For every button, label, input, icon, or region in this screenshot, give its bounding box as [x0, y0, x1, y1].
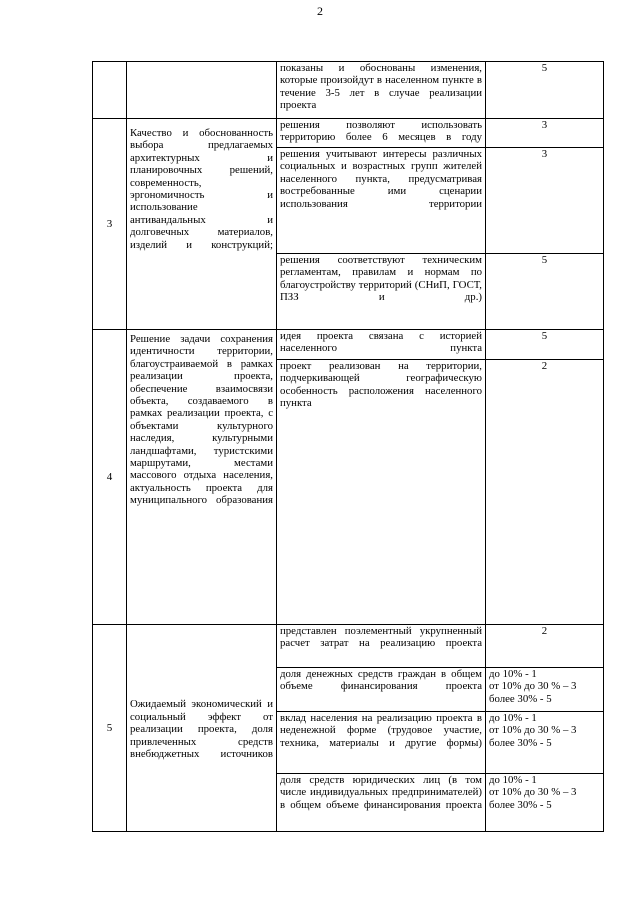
table-row [93, 62, 604, 119]
score-cell: до 10% - 1 от 10% до 30 % – 3 более 30% - 5 [486, 774, 604, 832]
score-cell: 3 [486, 148, 604, 254]
row-number-cell: 5 [93, 625, 127, 832]
score-cell: 5 [486, 254, 604, 330]
requirement-cell: доля денежных средств граждан в общем объеме финансирования проекта [277, 668, 486, 712]
table-row [93, 625, 604, 668]
row-number-cell: 3 [93, 119, 127, 330]
row-number-cell [93, 62, 127, 119]
score-cell: 2 [486, 625, 604, 668]
score-cell: 3 [486, 119, 604, 148]
requirement-cell: проект реализован на территории, подчеркивающей географическую особенность расположения населенного пункта [277, 360, 486, 625]
score-cell: до 10% - 1 от 10% до 30 % – 3 более 30% - 5 [486, 712, 604, 774]
page-number: 2 [317, 4, 323, 18]
criterion-cell [127, 62, 277, 119]
score-cell: 5 [486, 62, 604, 119]
criterion-cell: Качество и обоснованность выбора предлагаемых архитектурных и планировочных решений, современность, эргономичность и использование антивандальных и долговечных материалов, изделий и конструкций; [127, 119, 277, 330]
requirement-cell: показаны и обоснованы изменения, которые произойдут в населенном пункте в течение 3-5 лет в случае реализации проекта [277, 62, 486, 119]
row-number-cell: 4 [93, 330, 127, 625]
requirement-cell: доля средств юридических лиц (в том числе индивидуальных предпринимателей) в общем объеме финансирования проекта [277, 774, 486, 832]
requirement-cell: решения соответствуют техническим регламентам, правилам и нормам по благоустройству территорий (СНиП, ГОСТ, ПЗЗ и др.) [277, 254, 486, 330]
requirement-cell: вклад населения на реализацию проекта в неденежной форме (трудовое участие, техника, материалы и другие формы) [277, 712, 486, 774]
criteria-table [92, 61, 604, 832]
criterion-cell: Ожидаемый экономический и социальный эффект от реализации проекта, доля привлеченных средств внебюджетных источников [127, 625, 277, 832]
score-cell: до 10% - 1 от 10% до 30 % – 3 более 30% - 5 [486, 668, 604, 712]
score-cell: 2 [486, 360, 604, 625]
requirement-cell: идея проекта связана с историей населенного пункта [277, 330, 486, 360]
requirement-cell: представлен поэлементный укрупненный расчет затрат на реализацию проекта [277, 625, 486, 668]
requirement-cell: решения позволяют использовать территорию более 6 месяцев в году [277, 119, 486, 148]
table-row [93, 119, 604, 148]
criterion-cell: Решение задачи сохранения идентичности территории, благоустраиваемой в рамках реализации проекта, обеспечение взаимосвязи объекта, создаваемого в рамках реализации проекта, с объектами культурного наследия, культурными ландшафтами, туристскими маршрутами, местами массового отдыха населения, актуальность проекта для муниципального образования [127, 330, 277, 625]
requirement-cell: решения учитывают интересы различных социальных и возрастных групп жителей населенного пункта, предусматривая востребованные ими сценарии использования территории [277, 148, 486, 254]
score-cell: 5 [486, 330, 604, 360]
table-row [93, 330, 604, 360]
